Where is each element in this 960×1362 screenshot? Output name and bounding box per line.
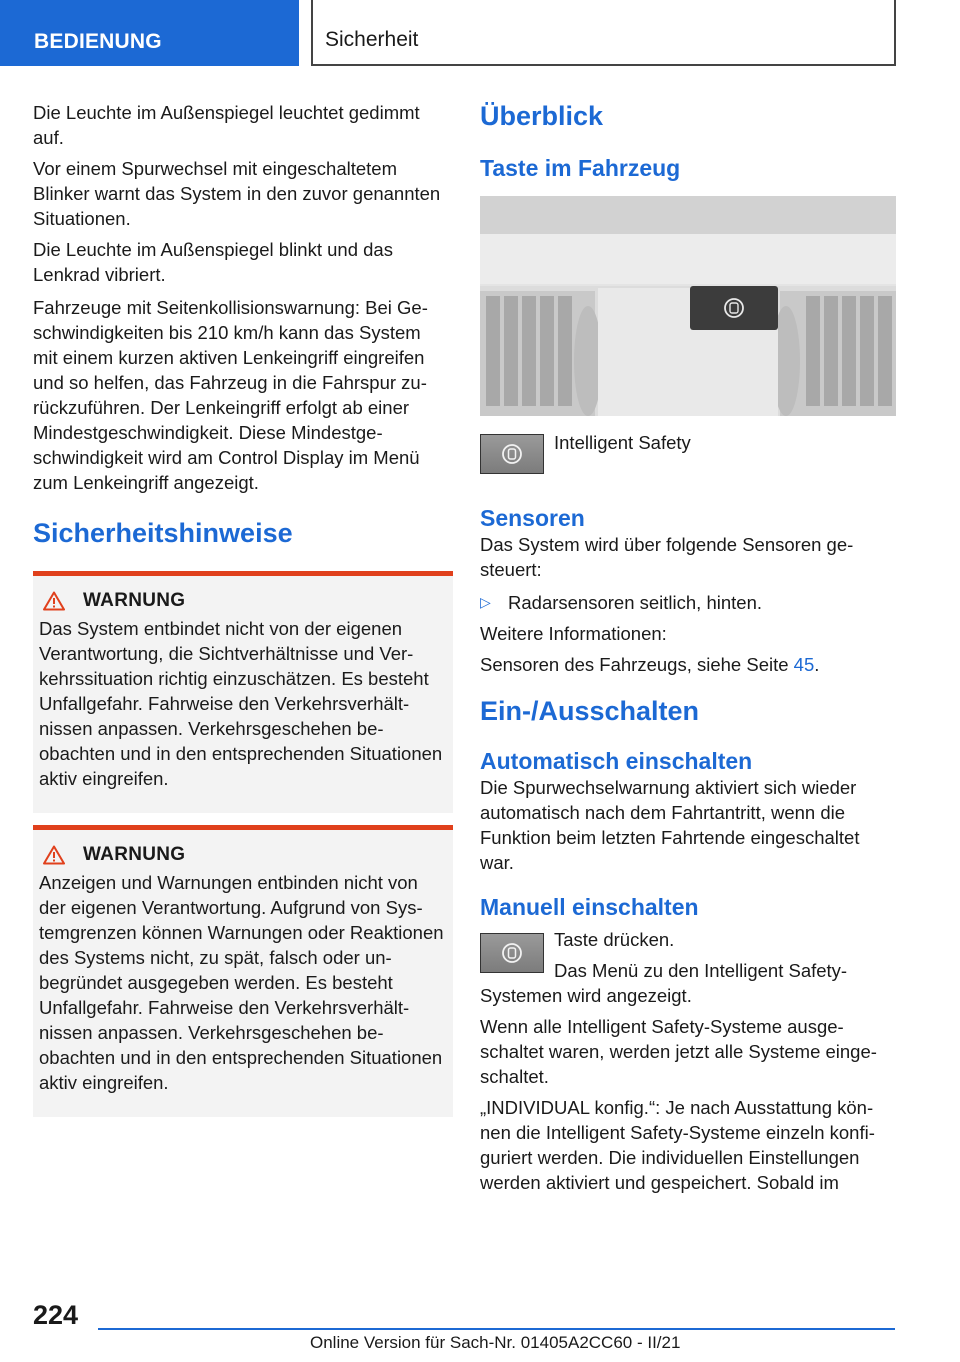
section-heading-overview: Überblick <box>480 101 604 131</box>
subheading-auto: Automatisch einschalten <box>480 748 753 774</box>
section-tab <box>0 0 299 66</box>
intelligent-safety-button-icon <box>480 434 544 474</box>
warning-header <box>43 844 447 866</box>
chapter-title: Sicherheit <box>325 28 419 51</box>
icon-caption: Intelligent Safety <box>554 432 691 453</box>
step-text-continued: Systemen wird angezeigt. <box>480 985 692 1006</box>
list-item <box>480 590 896 615</box>
warning-icon <box>43 845 65 865</box>
manual-step <box>480 927 896 983</box>
footer-text: Online Version für Sach-Nr. 01405A2CC60 - II/21 <box>310 1333 681 1352</box>
paragraph: „INDIVIDUAL konfig.“: Je nach Ausstattung können die Intelligent Safety-Systeme einzeln konfiguriert werden. Die individuellen Einstellungen werden aktiviert und gespeichert. Sobald im <box>480 1097 875 1193</box>
intelligent-safety-button-icon <box>480 933 544 973</box>
cross-reference: Sensoren des Fahrzeugs, siehe Seite 45. <box>480 654 820 675</box>
paragraph: Das System wird über folgende Sensoren gesteuert: <box>480 534 854 580</box>
dashboard-illustration <box>480 196 896 416</box>
dashboard-photo <box>480 196 896 416</box>
paragraph: Die Leuchte im Außenspiegel leuchtet gedimmt auf. <box>33 102 420 148</box>
warning-icon <box>43 591 65 611</box>
paragraph: Fahrzeuge mit Seitenkollisionswarnung: Bei Geschwindigkeiten bis 210 km/h kann das System mit einem kurzen aktiven Lenkeingriff eingreifen und so helfen, das Fahrzeug in die Fahrspur zurückzuführen. Der Lenkeingriff erfolgt ab einer Mindestgeschwindigkeit. Diese Mindestgeschwindigkeit wird am Control Display im Menü zum Lenkeingriff angezeigt. <box>33 297 428 493</box>
left-column <box>33 100 447 1117</box>
subheading-manual: Manuell einschalten <box>480 894 699 920</box>
paragraph: Wenn alle Intelligent Safety-Systeme ausgeschaltet waren, werden jetzt alle Systeme eingeschaltet. <box>480 1016 877 1087</box>
page-link[interactable]: 45 <box>793 654 815 675</box>
paragraph: Vor einem Spurwechsel mit eingeschaltetem Blinker warnt das System in den zuvor genannten Situationen. <box>33 158 441 229</box>
section-label: BEDIENUNG <box>34 30 162 53</box>
warning-box <box>33 571 453 813</box>
step-text: Taste drücken. <box>554 929 675 950</box>
paragraph: Die Spurwechselwarnung aktiviert sich wieder automatisch nach dem Fahrtantritt, wenn die Funktion beim letzten Fahrtende eingeschaltet war. <box>480 777 860 873</box>
warning-text: Anzeigen und Warnungen entbinden nicht von der eigenen Verantwortung. Aufgrund von Systemgrenzen können Warnungen oder Reaktionen des Systems nicht, zu spät, falsch oder unbegründet ausgegeben werden. Es besteht Unfallgefahr. Fahrweise den Verkehrsverhältnissen anpassen. Verkehrsgeschehen beobachten und in den entsprechenden Situationen aktiv eingreifen. <box>39 872 444 1093</box>
paragraph: Die Leuchte im Außenspiegel blinkt und das Lenkrad vibriert. <box>33 239 393 285</box>
bullet-triangle-icon: ▷ <box>480 594 491 610</box>
section-heading: Sicherheitshinweise <box>33 518 293 548</box>
warning-text: Das System entbindet nicht von der eigenen Verantwortung, die Sichtverhältnisse und Verkehrssituation richtig einzuschätzen. Es besteht Unfallgefahr. Fahrweise den Verkehrsverhältnissen anpassen. Verkehrsgeschehen beobachten und in den entsprechenden Situationen aktiv eingreifen. <box>39 618 443 789</box>
warning-box <box>33 825 453 1117</box>
paragraph: Weitere Informationen: <box>480 623 667 644</box>
warning-header <box>43 590 447 612</box>
right-column <box>480 100 896 1201</box>
icon-legend <box>480 434 896 474</box>
chapter-header <box>311 0 896 66</box>
footer-rule <box>98 1328 895 1330</box>
step-text: Das Menü zu den Intelligent Safety- <box>554 960 848 981</box>
warning-title: WARNUNG <box>83 844 186 865</box>
section-heading-onoff: Ein-/Ausschalten <box>480 696 700 726</box>
warning-title: WARNUNG <box>83 590 186 611</box>
list-item-text: Radarsensoren seitlich, hinten. <box>508 592 763 613</box>
subheading-sensors: Sensoren <box>480 505 585 531</box>
subheading-button: Taste im Fahrzeug <box>480 155 681 181</box>
page-number: 224 <box>33 1300 79 1330</box>
